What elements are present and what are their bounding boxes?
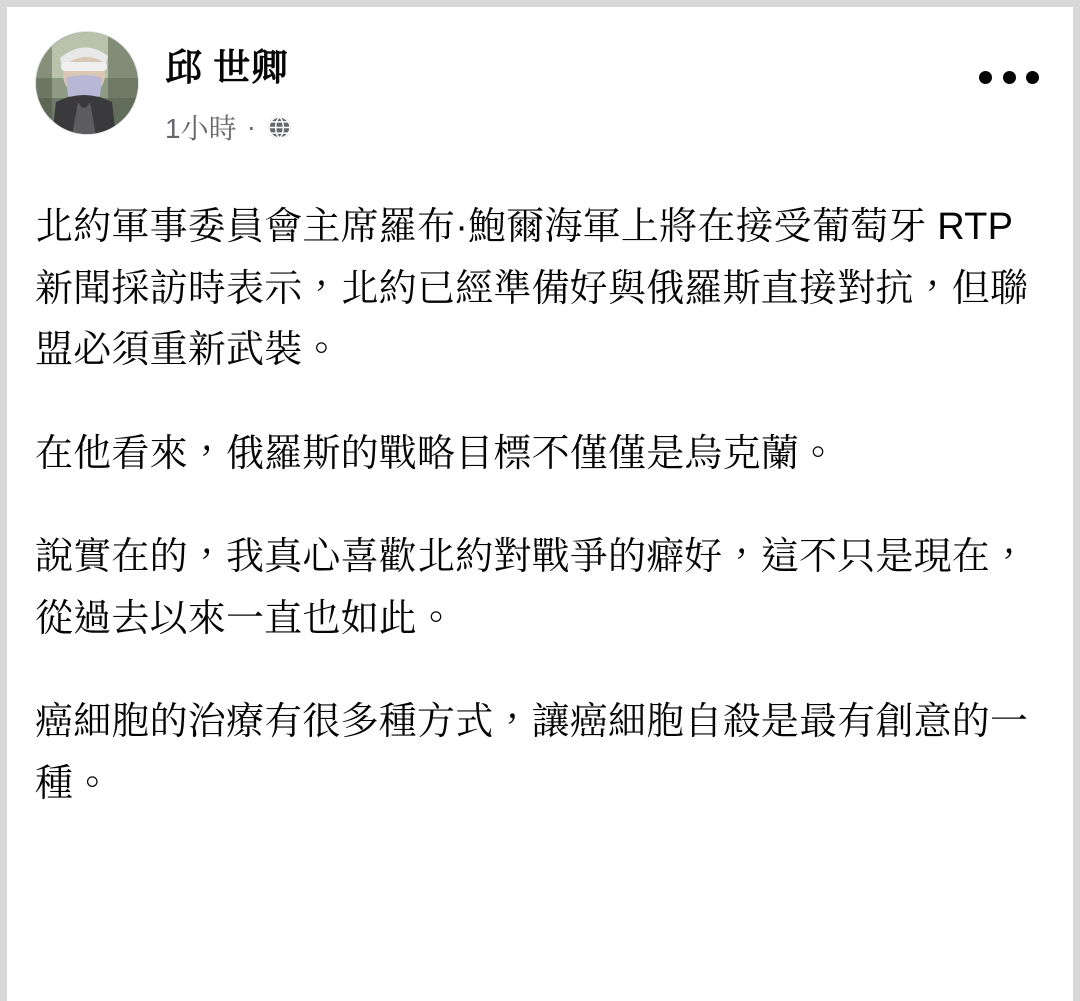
menu-dot: [1003, 71, 1016, 84]
window-edge-right: [1073, 0, 1080, 1001]
post-header-text: [165, 31, 294, 147]
post-body: [35, 197, 1045, 815]
avatar[interactable]: [35, 31, 139, 135]
window-edge-top: [0, 0, 1080, 7]
post-paragraph: 癌細胞的治療有很多種方式，讓癌細胞自殺是最有創意的一種。: [35, 701, 1029, 805]
more-options-icon[interactable]: [979, 59, 1039, 95]
avatar-photo: [36, 32, 139, 135]
menu-dot: [979, 71, 992, 84]
author-name[interactable]: 邱 世卿: [165, 47, 289, 88]
post-paragraph: 在他看來，俄羅斯的戰略目標不僅僅是烏克蘭。: [35, 432, 838, 475]
post-meta: [165, 107, 294, 147]
post-paragraph: 北約軍事委員會主席羅布·鮑爾海軍上將在接受葡萄牙 RTP 新聞採訪時表示，北約已經準備好與俄羅斯直接對抗，但聯盟必須重新武裝。: [35, 206, 1029, 372]
post-card: [7, 7, 1073, 1001]
window-edge-left: [0, 0, 7, 1001]
post-header: [35, 31, 1045, 171]
post-timestamp[interactable]: 1小時: [165, 113, 237, 145]
post-paragraph: 說實在的，我真心喜歡北約對戰爭的癖好，這不只是現在，從過去以來一直也如此。: [35, 536, 1029, 640]
meta-separator: ·: [246, 111, 256, 143]
globe-icon[interactable]: [266, 113, 294, 141]
menu-dot: [1026, 71, 1039, 84]
